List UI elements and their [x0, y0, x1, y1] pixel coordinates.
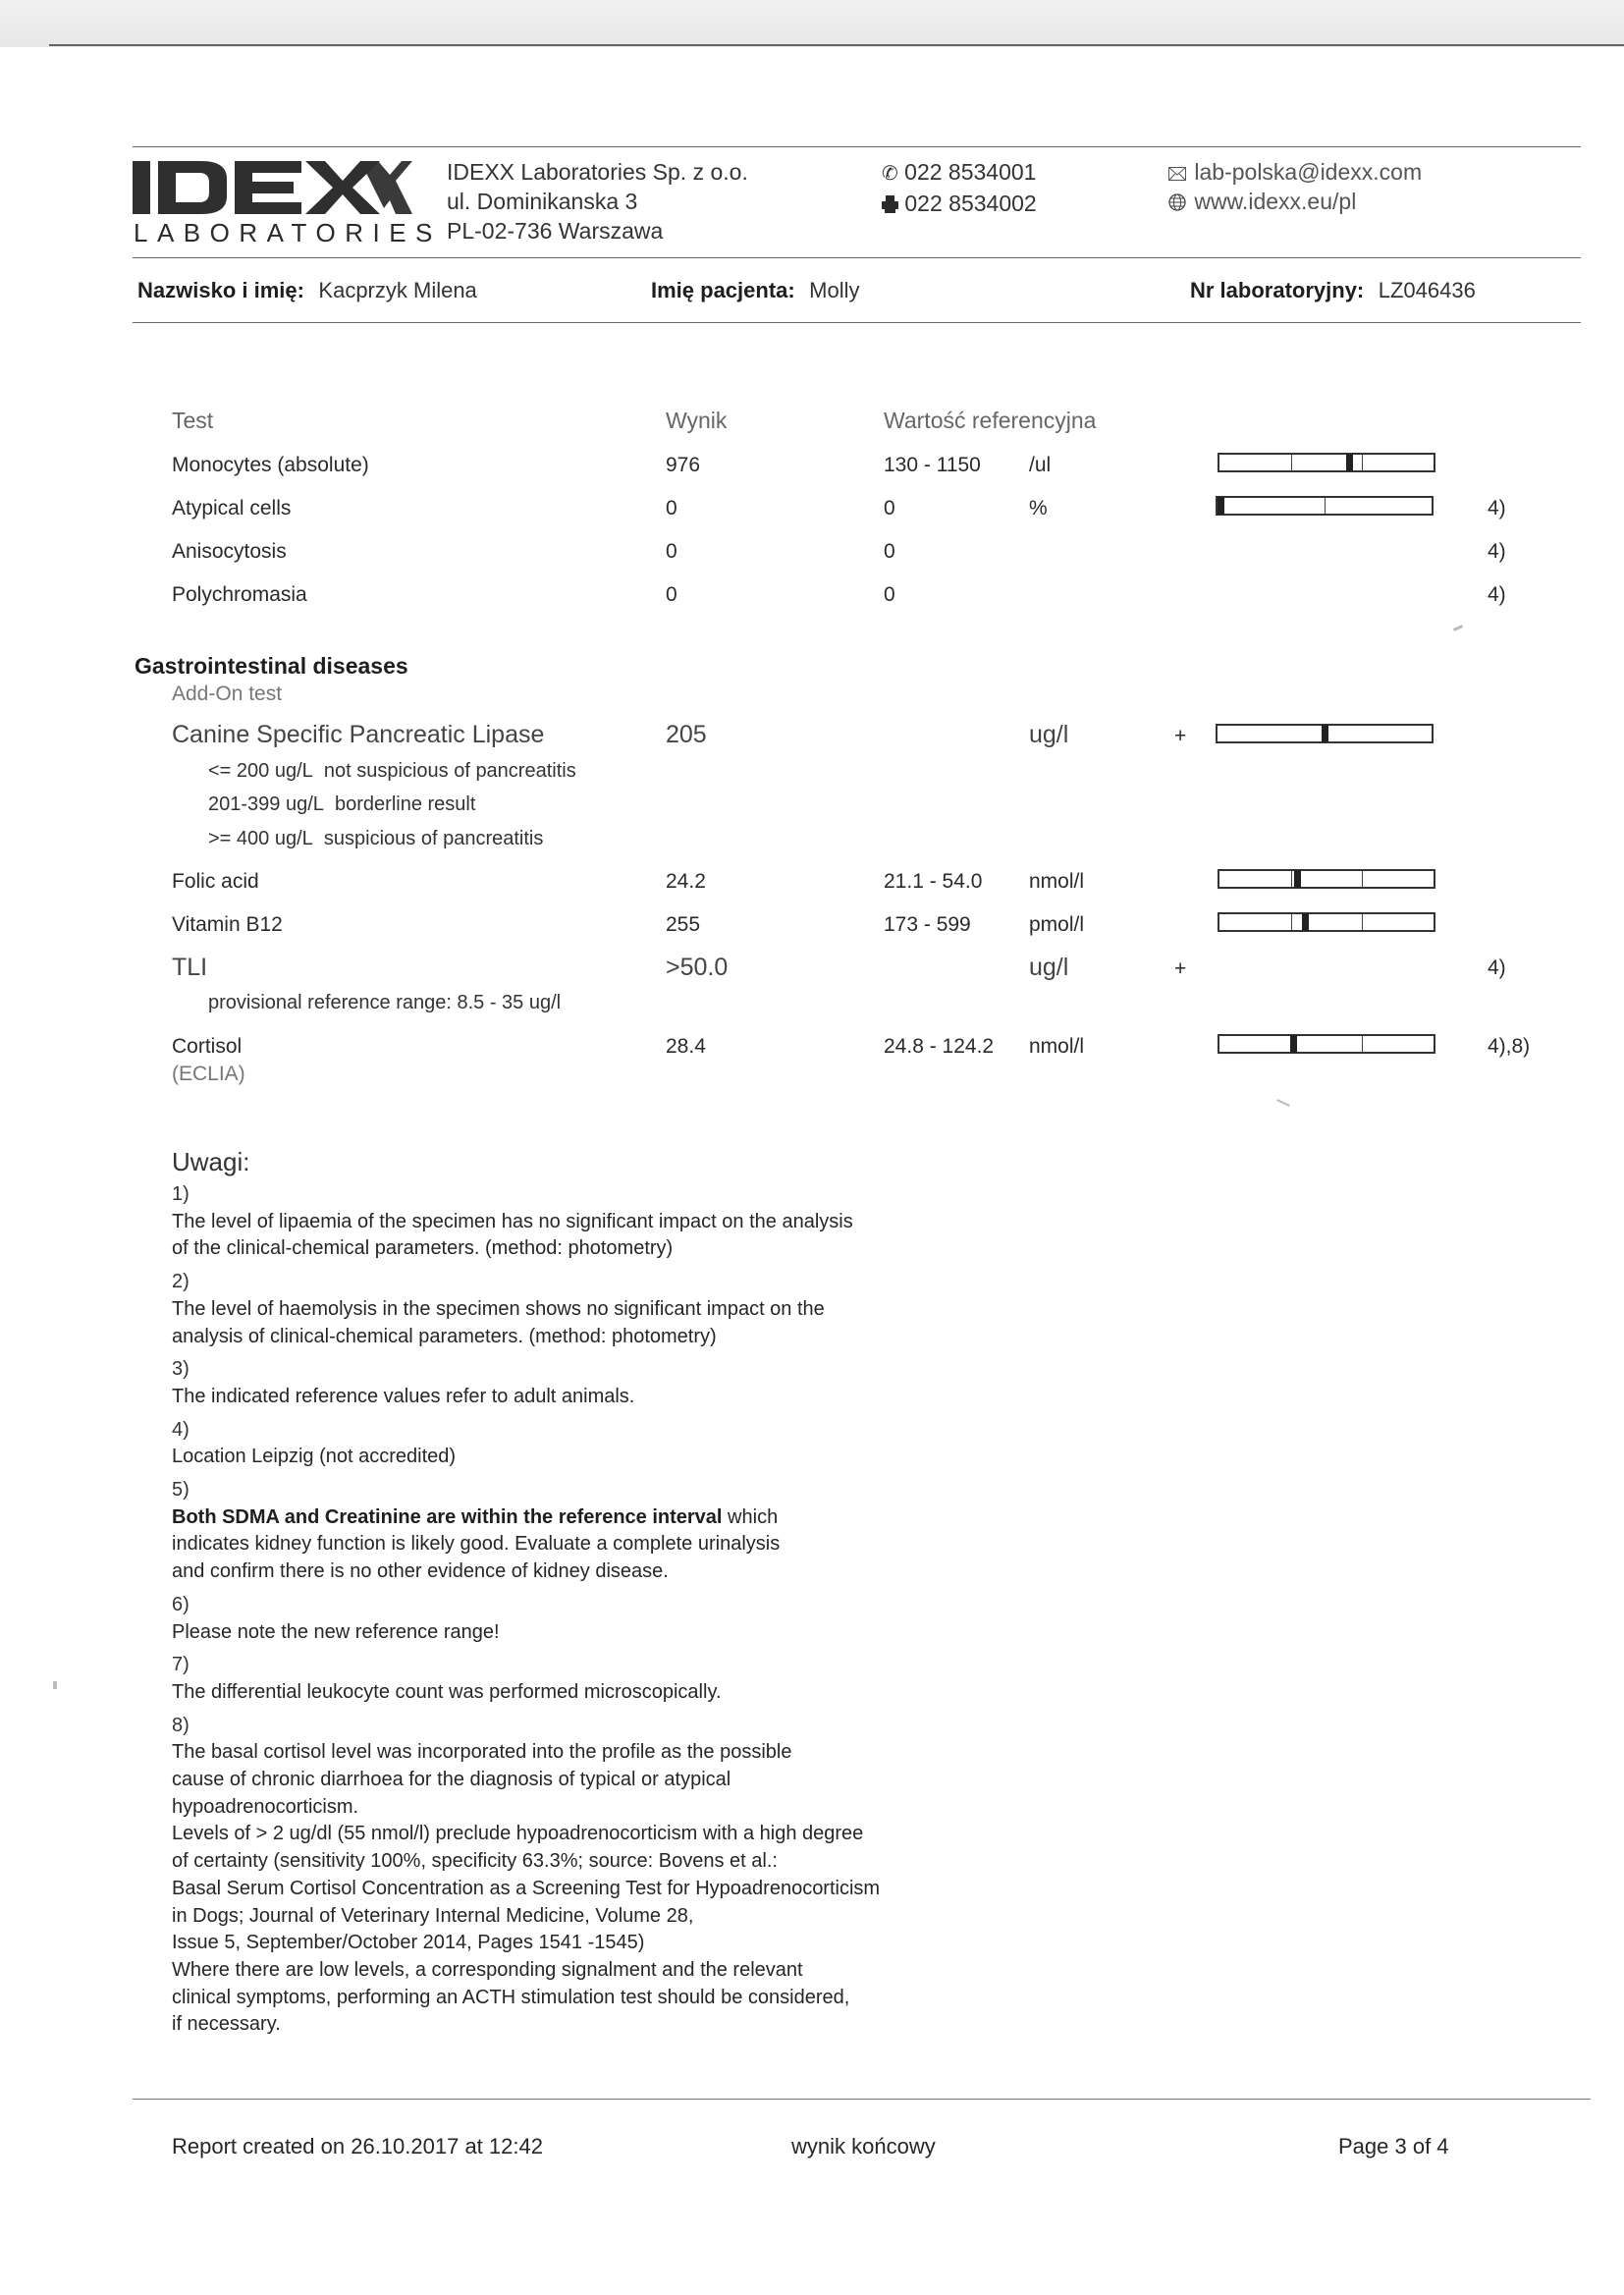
- company-city: PL-02-736 Warszawa: [447, 218, 664, 244]
- patient-name-field: [651, 278, 860, 303]
- notes-title: Uwagi:: [172, 1147, 250, 1176]
- note-line: of the clinical-chemical parameters. (method: photometry): [172, 1237, 674, 1260]
- test-result: 0: [666, 583, 677, 606]
- test-name: Cortisol: [172, 1035, 243, 1058]
- note-line: indicates kidney function is likely good. Evaluate a complete urinalysis: [172, 1533, 781, 1556]
- notes-list: [172, 1181, 1056, 2039]
- test-name: Vitamin B12: [172, 913, 283, 936]
- phone-icon: ✆: [882, 163, 898, 185]
- reference-range: 130 - 1150: [884, 454, 981, 476]
- range-divider: [1362, 914, 1363, 930]
- website-url[interactable]: www.idexx.eu/pl: [1194, 189, 1357, 214]
- footer-rule: [133, 2099, 1591, 2100]
- unit: nmol/l: [1029, 1035, 1085, 1058]
- note-item: [172, 1592, 1056, 1646]
- range-divider: [1362, 455, 1363, 470]
- note-line: Location Leipzig (not accredited): [172, 1446, 457, 1468]
- footnote-ref: 4),8): [1488, 1035, 1531, 1058]
- range-bar: [1216, 724, 1434, 743]
- result-marker: [1322, 725, 1328, 742]
- note-item: [172, 1713, 1056, 2039]
- range-bar: [1218, 912, 1435, 932]
- test-result: 205: [666, 721, 707, 748]
- column-reference: Wartość referencyjna: [884, 408, 1097, 433]
- page-top-edge: [49, 44, 1624, 46]
- range-divider: [1325, 498, 1326, 514]
- note-line: Please note the new reference range!: [172, 1620, 500, 1643]
- lab-number-field: [1190, 278, 1476, 303]
- note-line: The indicated reference values refer to adult animals.: [172, 1385, 635, 1407]
- email-line[interactable]: [1168, 157, 1422, 187]
- scan-speck: [1453, 625, 1463, 631]
- globe-icon: [1168, 189, 1188, 218]
- note-number: 1): [172, 1183, 189, 1205]
- test-method: (ECLIA): [172, 1063, 245, 1085]
- interpretation-text: not suspicious of pancreatitis: [323, 760, 576, 782]
- fax-line: [882, 189, 1037, 218]
- section-title: Gastrointestinal diseases: [135, 653, 408, 679]
- note-item: [172, 1356, 1056, 1410]
- unit: pmol/l: [1029, 913, 1085, 936]
- header-rule-top: [133, 146, 1581, 147]
- note-item: [172, 1269, 1056, 1350]
- website-line[interactable]: [1168, 187, 1422, 216]
- interpretation-line: [208, 828, 543, 850]
- owner-value: Kacprzyk Milena: [318, 278, 477, 302]
- test-result: 976: [666, 454, 701, 476]
- phone-number: 022 8534001: [904, 159, 1037, 185]
- result-marker: [1346, 454, 1353, 471]
- company-street: ul. Dominikanska 3: [447, 189, 638, 214]
- reference-range: 173 - 599: [884, 913, 971, 936]
- note-line: clinical symptoms, performing an ACTH stimulation test should be considered,: [172, 1986, 850, 2008]
- abnormal-flag: +: [1174, 957, 1187, 980]
- note-emphasis: Both SDMA and Creatinine are within the reference interval: [172, 1505, 723, 1528]
- range-divider: [1362, 1036, 1363, 1052]
- logo-subtitle: LABORATORIES: [134, 218, 442, 247]
- note-item: [172, 1477, 1056, 1586]
- notes-section: [172, 1144, 1056, 2039]
- phone-line: [882, 157, 1037, 189]
- note-number: 7): [172, 1654, 189, 1676]
- header-rule-bottom: [133, 322, 1581, 323]
- reference-range: 21.1 - 54.0: [884, 870, 983, 893]
- interpretation-text: suspicious of pancreatitis: [323, 828, 544, 849]
- test-result: >50.0: [666, 954, 729, 981]
- test-result: 24.2: [666, 870, 706, 893]
- note-line: The level of lipaemia of the specimen has no significant impact on the analysis: [172, 1210, 853, 1232]
- range-divider: [1291, 455, 1292, 470]
- report-status: wynik końcowy: [791, 2134, 936, 2158]
- header-rule-middle: [133, 257, 1581, 258]
- note-number: 2): [172, 1271, 189, 1293]
- note-line: The basal cortisol level was incorporated into the profile as the possible: [172, 1741, 792, 1764]
- note-item: [172, 1181, 1056, 1263]
- range-divider: [1291, 914, 1292, 930]
- note-line: Both SDMA and Creatinine are within the reference interval which: [172, 1505, 779, 1528]
- note-number: 8): [172, 1714, 189, 1736]
- note-line: of certainty (sensitivity 100%, specificity 63.3%; source: Bovens et al.:: [172, 1850, 778, 1873]
- interpretation-range: >= 400 ug/L: [208, 828, 313, 849]
- column-result: Wynik: [666, 408, 728, 433]
- interpretation-line: [208, 793, 475, 816]
- owner-field: [137, 278, 477, 303]
- interpretation-line: [208, 760, 576, 783]
- company-online: [1168, 157, 1422, 216]
- test-result: 28.4: [666, 1035, 706, 1058]
- page-number: Page 3 of 4: [1338, 2134, 1449, 2158]
- reference-range: 0: [884, 497, 895, 519]
- email-address[interactable]: lab-polska@idexx.com: [1194, 159, 1423, 185]
- test-name: Anisocytosis: [172, 540, 287, 563]
- note-line: hypoadrenocorticism.: [172, 1795, 359, 1818]
- column-test: Test: [172, 408, 214, 433]
- test-name: Canine Specific Pancreatic Lipase: [172, 721, 545, 748]
- range-divider: [1291, 871, 1292, 887]
- range-bar: [1218, 869, 1435, 889]
- abnormal-flag: +: [1174, 725, 1187, 747]
- note-item: [172, 1417, 1056, 1471]
- note-number: 3): [172, 1358, 189, 1381]
- company-phones: [882, 157, 1037, 218]
- range-bar: [1218, 453, 1435, 472]
- footnote-ref: 4): [1488, 956, 1506, 979]
- range-bar: [1218, 1034, 1435, 1054]
- unit: %: [1029, 497, 1048, 519]
- fax-icon: [882, 191, 898, 208]
- company-address: [447, 157, 748, 246]
- reference-range: 0: [884, 583, 895, 606]
- scan-speck: [53, 1681, 57, 1689]
- test-result: 0: [666, 497, 677, 519]
- scan-speck: [1276, 1099, 1290, 1107]
- unit: ug/l: [1029, 721, 1069, 748]
- lab-number-label: Nr laboratoryjny:: [1190, 278, 1365, 302]
- unit: /ul: [1029, 454, 1052, 476]
- patient-name-label: Imię pacjenta:: [651, 278, 795, 302]
- note-number: 4): [172, 1418, 189, 1441]
- test-name: TLI: [172, 954, 208, 981]
- range-bar: [1216, 496, 1434, 516]
- note-line: cause of chronic diarrhoea for the diagnosis of typical or atypical: [172, 1769, 731, 1791]
- report-created: Report created on 26.10.2017 at 12:42: [172, 2134, 543, 2158]
- fax-number: 022 8534002: [904, 191, 1037, 216]
- test-name: Monocytes (absolute): [172, 454, 369, 476]
- note-line: The level of haemolysis in the specimen shows no significant impact on the: [172, 1297, 825, 1320]
- interpretation-range: <= 200 ug/L: [208, 760, 313, 782]
- test-result: 0: [666, 540, 677, 563]
- reference-range: 24.8 - 124.2: [884, 1035, 995, 1058]
- note-line: Where there are low levels, a corresponding signalment and the relevant: [172, 1958, 803, 1981]
- note-line: Basal Serum Cortisol Concentration as a Screening Test for Hypoadrenocorticism: [172, 1877, 881, 1899]
- company-name: IDEXX Laboratories Sp. z o.o.: [447, 159, 748, 185]
- interpretation-text: borderline result: [335, 793, 476, 815]
- reference-range: 0: [884, 540, 895, 563]
- range-divider: [1362, 871, 1363, 887]
- note-item: [172, 1652, 1056, 1706]
- envelope-icon: [1168, 158, 1188, 188]
- footnote-ref: 4): [1488, 583, 1506, 606]
- lab-number-value: LZ046436: [1378, 278, 1476, 302]
- note-line: in Dogs; Journal of Veterinary Internal Medicine, Volume 28,: [172, 1904, 694, 1927]
- footnote-ref: 4): [1488, 497, 1506, 519]
- unit: ug/l: [1029, 954, 1069, 981]
- section-subtitle: Add-On test: [172, 683, 283, 705]
- test-name: Folic acid: [172, 870, 259, 893]
- unit: nmol/l: [1029, 870, 1085, 893]
- note-line: and confirm there is no other evidence of kidney disease.: [172, 1560, 669, 1583]
- result-marker: [1294, 870, 1301, 888]
- note-line: Issue 5, September/October 2014, Pages 1541 -1545): [172, 1932, 645, 1954]
- result-marker: [1218, 497, 1224, 515]
- test-name: Atypical cells: [172, 497, 292, 519]
- note-line: analysis of clinical-chemical parameters. (method: photometry): [172, 1325, 717, 1347]
- test-result: 255: [666, 913, 701, 936]
- note-number: 5): [172, 1479, 189, 1502]
- note-line: The differential leukocyte count was performed microscopically.: [172, 1680, 722, 1703]
- result-marker: [1302, 913, 1309, 931]
- result-marker: [1290, 1035, 1297, 1053]
- test-name: Polychromasia: [172, 583, 307, 606]
- note-line: if necessary.: [172, 2013, 281, 2036]
- idexx-logo-icon: [133, 157, 412, 218]
- owner-label: Nazwisko i imię:: [137, 278, 304, 302]
- patient-name-value: Molly: [809, 278, 860, 302]
- footnote-ref: 4): [1488, 540, 1506, 563]
- scan-border: [0, 0, 1624, 47]
- note-line: Levels of > 2 ug/dl (55 nmol/l) preclude hypoadrenocorticism with a high degree: [172, 1823, 864, 1845]
- tli-reference-note: provisional reference range: 8.5 - 35 ug/l: [208, 992, 562, 1013]
- interpretation-range: 201-399 ug/L: [208, 793, 324, 815]
- note-number: 6): [172, 1593, 189, 1615]
